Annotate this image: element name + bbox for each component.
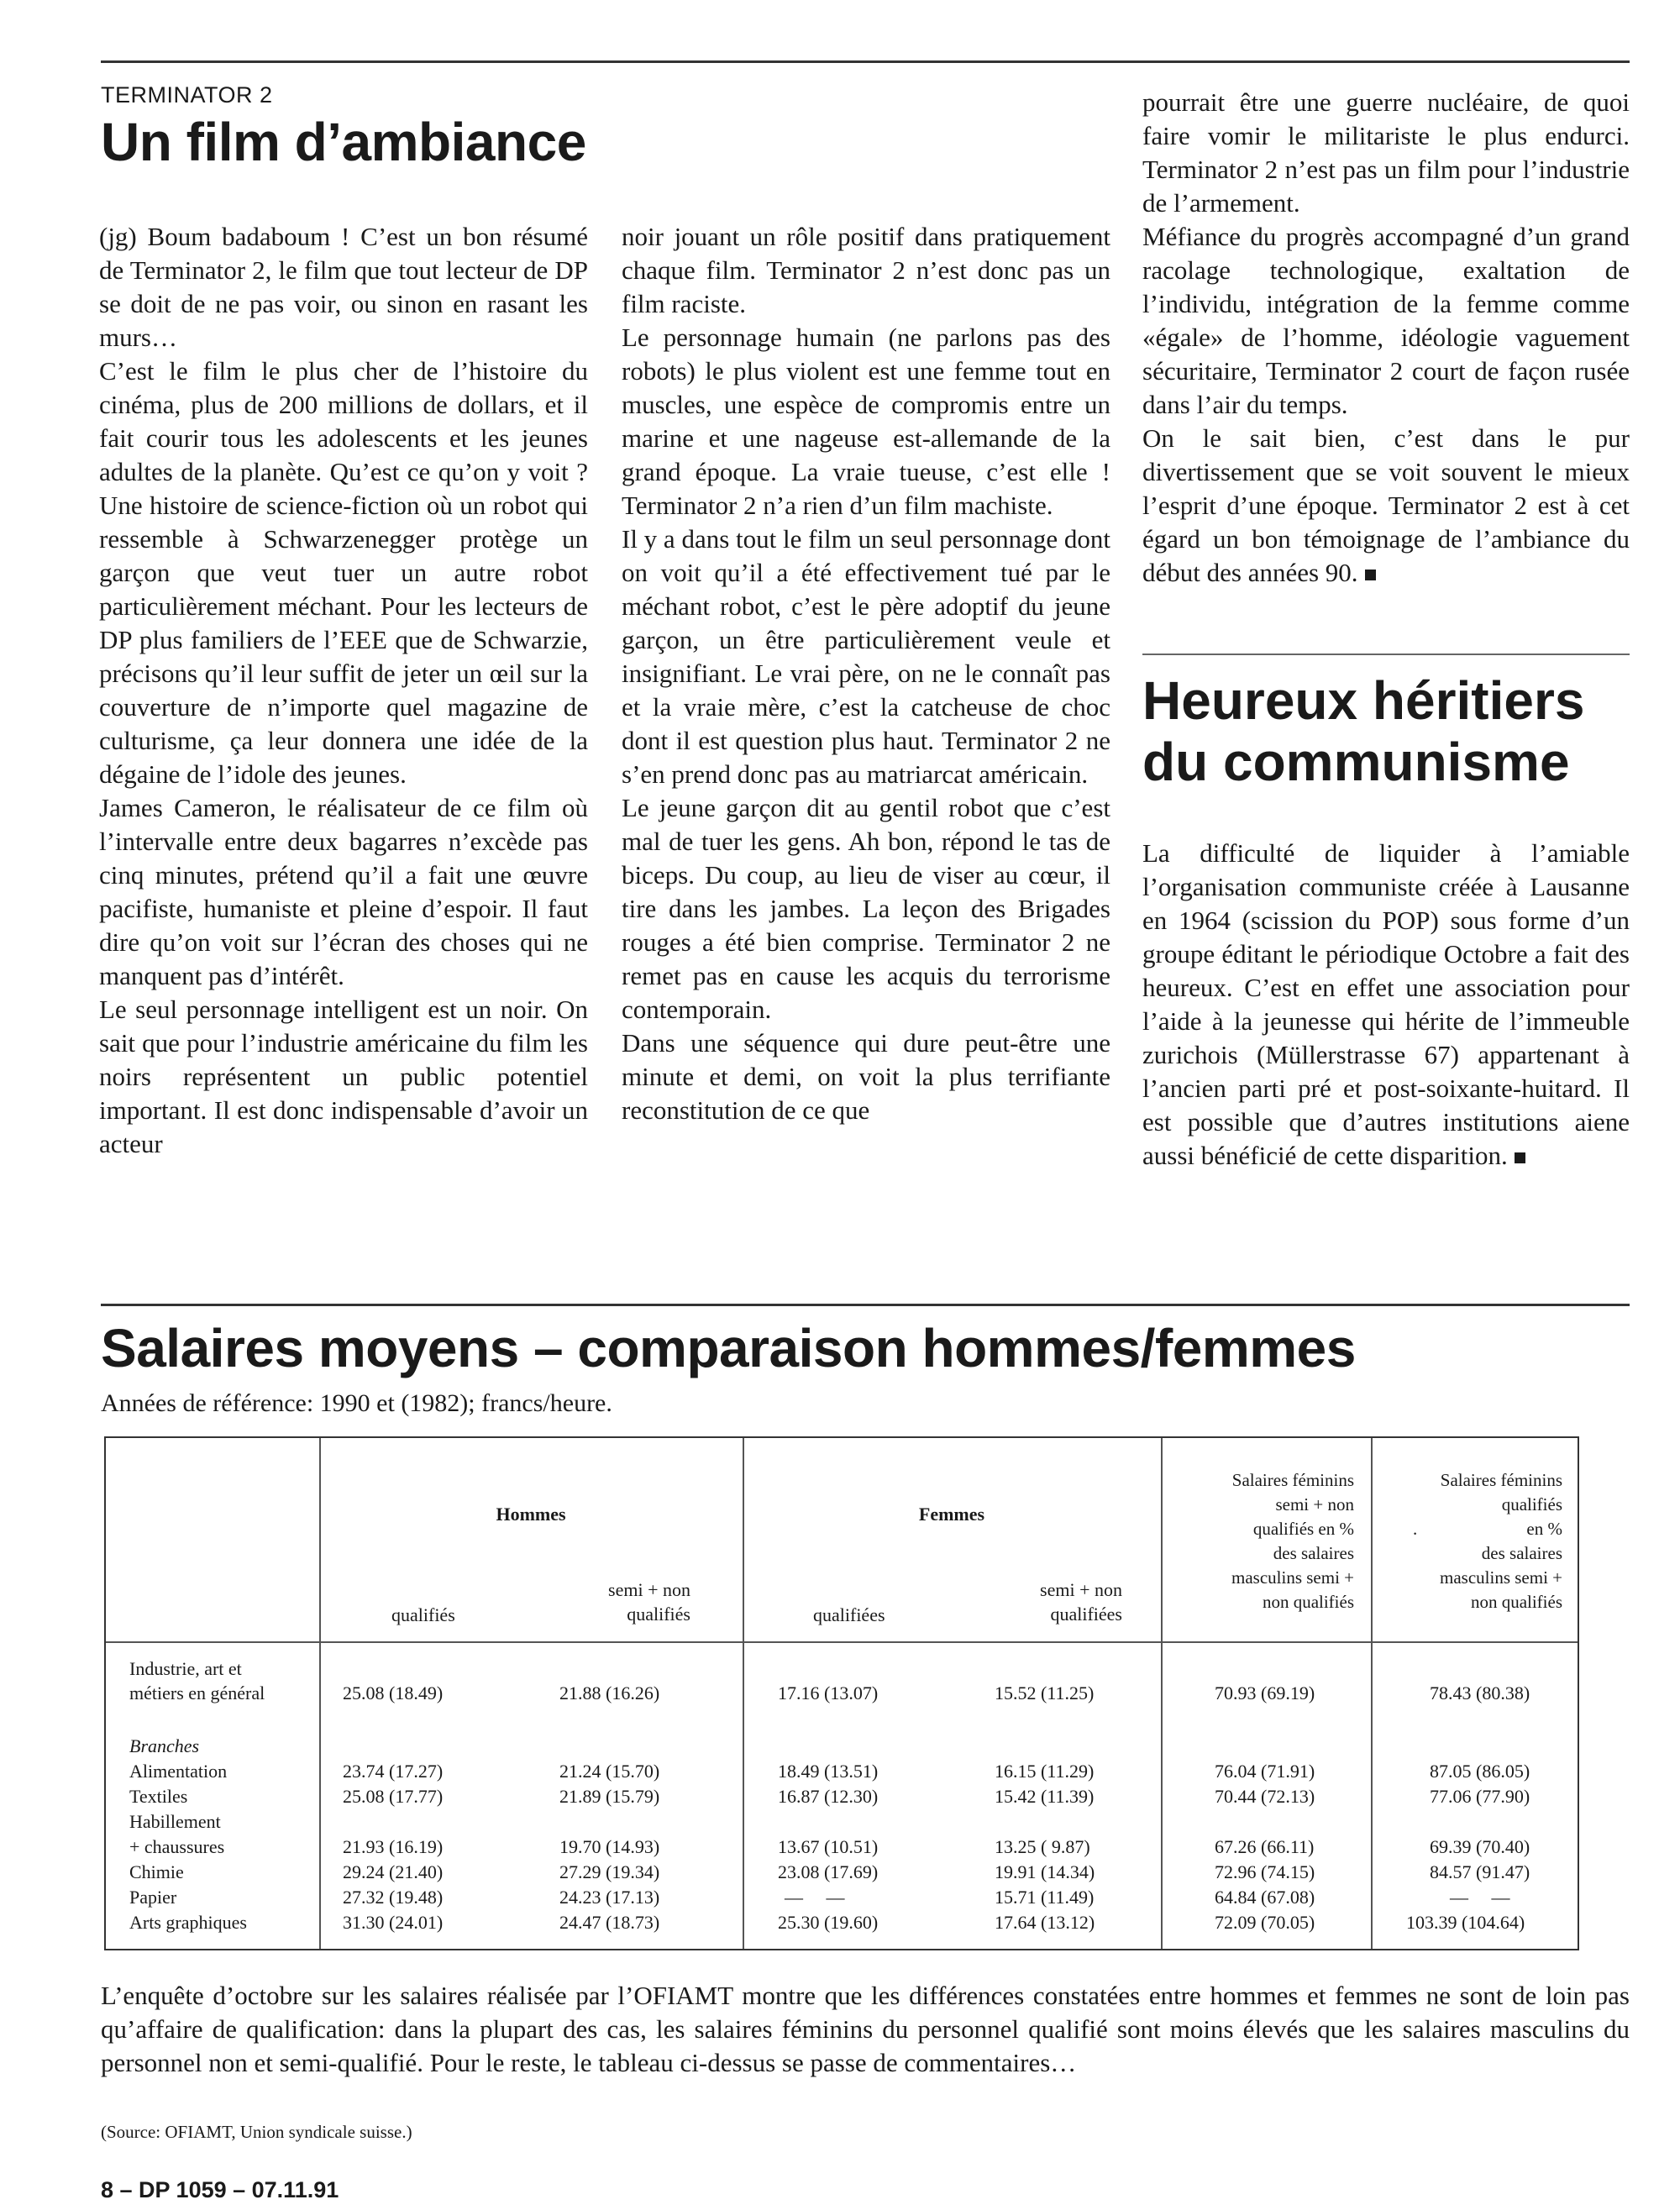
table-cell: — — — [1450, 1887, 1510, 1908]
paragraph: (jg) Boum badaboum ! C’est un bon résumé de Terminator 2, le film que tout lecteur de DP se doit de ne pas voir, ou sinon en rasant les murs… — [99, 222, 588, 352]
paragraph: pourrait être une guerre nucléaire, de quoi faire vomir le militariste le plus endurci. Terminator 2 n’est pas un film pour l’industrie de l’armement. — [1142, 87, 1630, 218]
paragraph: James Cameron, le réalisateur de ce film où l’intervalle entre deux bagarres n’excède pas cinq minutes, prétend qu’il a fait une œuvre pacifiste, humaniste et pleine d’espoir. Il faut dire qu’on voit sur l’écran des choses qui ne manquent pas d’intérêt. — [99, 793, 588, 990]
table-cell: 25.30 (19.60) — [778, 1912, 879, 1933]
paragraph: Le personnage humain (ne parlons pas des robots) le plus violent est une femme tout en muscles, une espèce de compromis entre un marine et une nageuse est-allemande de la grand époque. La vraie tueuse, c’est elle ! Terminator 2 n’a rien d’un film machiste. — [622, 323, 1110, 520]
row-label: Arts graphiques — [129, 1912, 247, 1933]
paragraph: Dans une séquence qui dure peut-être une minute et demi, on voit la plus terrifiante reconstitution de ce que — [622, 1028, 1110, 1125]
column-divider — [1161, 1438, 1163, 1949]
header-line: des salaires — [1481, 1543, 1562, 1563]
table-cell: 84.57 (91.47) — [1430, 1861, 1530, 1882]
row-label: Habillement — [129, 1811, 221, 1832]
article-title-2: Heureux héritiers du communisme — [1142, 670, 1585, 792]
row-label: Papier — [129, 1887, 177, 1908]
row-label: Alimentation — [129, 1761, 228, 1782]
header-line: qualifiées — [1050, 1604, 1122, 1625]
table-cell: 25.08 (18.49) — [343, 1682, 444, 1703]
header-hommes: Hommes — [496, 1504, 566, 1525]
paragraph-text: On le sait bien, c’est dans le pur divertissement que se voit souvent le mieux l’esprit d’une époque. Terminator 2 est à cet égard un bon témoignage de l’ambiance du début des années 90. — [1142, 423, 1630, 587]
table-cell: 87.05 (86.05) — [1430, 1761, 1530, 1782]
table-cell: 24.23 (17.13) — [559, 1887, 660, 1908]
paragraph: Méfiance du progrès accompagné d’un grand racolage technologique, exaltation de l’individu, intégration de la femme comme «égale» de l’homme, idéologie vaguement sécuritaire, Terminator 2 court de façon rusée dans l’air du temps. — [1142, 222, 1630, 419]
header-hommes-semi — [559, 1577, 690, 1626]
header-line: qualifiés — [627, 1604, 690, 1625]
table-cell: 23.74 (17.27) — [343, 1761, 444, 1782]
stray-dot: . — [1413, 1519, 1418, 1539]
paragraph: Le seul personnage intelligent est un noir. On sait que pour l’industrie américaine du film les noirs représentent un public potentiel important. Il est donc indispensable d’avoir un acteur — [99, 995, 588, 1158]
row-label: Textiles — [129, 1786, 188, 1807]
header-line: semi + non — [608, 1579, 690, 1600]
table-subtitle: Années de référence: 1990 et (1982); francs/heure. — [101, 1389, 612, 1417]
header-line: qualifiés — [1501, 1494, 1562, 1514]
table-cell: 15.42 (11.39) — [995, 1786, 1095, 1807]
header-femmes: Femmes — [918, 1504, 985, 1525]
paragraph-text: La difficulté de liquider à l’amiable l’organisation communiste créée à Lausanne en 1964 (scission du POP) sous forme d’un groupe éditant le périodique Octobre a fait des heureux. C’est en effet une association pour l’aide à la jeunesse qui hérite de l’immeuble zurichois (Müllerstrasse 67) appartenant à l’ancien parti pré et post-soixante-huitard. Il est possible que d’autres institutions aiene aussi bénéficié de cette disparition. — [1142, 838, 1630, 1170]
section-rule — [1142, 654, 1630, 655]
header-femmes-semi — [979, 1577, 1122, 1626]
table-cell: 64.84 (67.08) — [1215, 1887, 1315, 1908]
table-cell: 13.67 (10.51) — [778, 1836, 879, 1857]
header-line: Salaires féminins — [1440, 1470, 1562, 1490]
source-note: (Source: OFIAMT, Union syndicale suisse.) — [101, 2122, 412, 2142]
header-pct-qualifies — [1379, 1468, 1562, 1614]
row-label-line: Industrie, art et — [129, 1658, 242, 1679]
header-line: non qualifiés — [1470, 1592, 1562, 1612]
paragraph: Le jeune garçon dit au gentil robot que c’est mal de tuer les gens. Ah bon, répond le tas de biceps. Du coup, au lieu de viser au cœur, il tire dans les jambes. La leçon des Brigades rouges a été bien comprise. Terminator 2 ne remet pas en cause les acquis du terrorisme contemporain. — [622, 793, 1110, 1024]
header-line — [1379, 1517, 1562, 1541]
table-cell: 21.88 (16.26) — [559, 1682, 660, 1703]
table-cell: 15.52 (11.25) — [995, 1682, 1095, 1703]
row-label: Chimie — [129, 1861, 184, 1882]
table-cell: 69.39 (70.40) — [1430, 1836, 1530, 1857]
header-line: des salaires — [1273, 1543, 1354, 1563]
section-rule-wide — [101, 1304, 1630, 1306]
article-2-body — [1142, 837, 1630, 1173]
table-cell: 16.87 (12.30) — [778, 1786, 879, 1807]
table-cell: 67.26 (66.11) — [1215, 1836, 1315, 1857]
table-cell: 76.04 (71.91) — [1215, 1761, 1315, 1782]
table-cell: 17.64 (13.12) — [995, 1912, 1095, 1933]
header-line: Salaires féminins — [1231, 1470, 1354, 1490]
table-cell: 24.47 (18.73) — [559, 1912, 660, 1933]
header-line: non qualifiés — [1262, 1592, 1354, 1612]
header-line: masculins semi + — [1231, 1567, 1354, 1588]
header-pct-semi — [1169, 1468, 1354, 1614]
table-cell: 18.49 (13.51) — [778, 1761, 879, 1782]
table-cell: 77.06 (77.90) — [1430, 1786, 1530, 1807]
table-commentary: L’enquête d’octobre sur les salaires réalisée par l’OFIAMT montre que les différences constatées entre hommes et femmes ne sont de loin pas qu’affaire de qualification: dans la plupart des cas, les salaires féminins du personnel qualifié sont moins élevés que les salaires masculins du personnel non et semi-qualifié. Pour le reste, le tableau ci-dessus se passe de commentaires… — [101, 1981, 1630, 2077]
table-cell: 78.43 (80.38) — [1430, 1682, 1530, 1703]
article-title: Un film d’ambiance — [101, 112, 586, 172]
header-line-text: en % — [1526, 1519, 1562, 1539]
table-cell: 72.09 (70.05) — [1215, 1912, 1315, 1933]
table-cell: 21.89 (15.79) — [559, 1786, 660, 1807]
table-cell: 27.29 (19.34) — [559, 1861, 660, 1882]
table-cell: 19.91 (14.34) — [995, 1861, 1095, 1882]
end-mark-icon — [1365, 570, 1376, 580]
table-cell: 21.93 (16.19) — [343, 1836, 444, 1857]
table-cell: 103.39 (104.64) — [1406, 1912, 1525, 1933]
row-label-general — [129, 1656, 265, 1705]
table-cell: 70.44 (72.13) — [1215, 1786, 1315, 1807]
column-divider — [1371, 1438, 1373, 1949]
page-footer: 8 – DP 1059 – 07.11.91 — [101, 2177, 339, 2202]
paragraph: noir jouant un rôle positif dans pratiquement chaque film. Terminator 2 n’est donc pas un film raciste. — [622, 222, 1110, 318]
table-section-title: Salaires moyens – comparaison hommes/femmes — [101, 1318, 1356, 1378]
table-cell: 72.96 (74.15) — [1215, 1861, 1315, 1882]
header-femmes-qualifiees: qualifiées — [813, 1604, 885, 1625]
article-column-3 — [1142, 86, 1630, 590]
paragraph — [1142, 422, 1630, 590]
top-rule — [101, 60, 1630, 63]
header-divider — [106, 1641, 1578, 1643]
table-cell: — — — [785, 1887, 845, 1908]
header-line: semi + non — [1040, 1579, 1122, 1600]
article-kicker: TERMINATOR 2 — [101, 82, 273, 108]
paragraph: C’est le film le plus cher de l’histoire du cinéma, plus de 200 millions de dollars, et il fait courir tous les adolescents et les jeunes adultes de la planète. Qu’est ce qu’on y voit ? Une histoire de science-fiction où un robot qui ressemble à Schwarzenegger protège un garçon que veut tuer un autre robot particulièrement méchant. Pour les lecteurs de DP plus familiers de l’EEE que de Schwarzie, précisons qu’il leur suffit de jeter un œil sur la couverture de n’importe quel magazine de culturisme, ça leur donnera une idée de la dégaine de l’idole des jeunes. — [99, 356, 588, 789]
row-label-line: métiers en général — [129, 1682, 265, 1703]
paragraph: Il y a dans tout le film un seul personnage dont on voit qu’il a été effectivement tué par le méchant robot, c’est le père adoptif du jeune garçon, un être particulièrement veule et insignifiant. Le vrai père, on ne le connaît pas et la vraie mère, c’est la catcheuse de choc dont il est question plus haut. Terminator 2 ne s’en prend donc pas au matriarcat américain. — [622, 524, 1110, 789]
paragraph — [1142, 837, 1630, 1173]
table-cell: 70.93 (69.19) — [1215, 1682, 1315, 1703]
article-column-1 — [99, 220, 588, 1161]
salary-table — [104, 1436, 1579, 1950]
table-cell: 27.32 (19.48) — [343, 1887, 444, 1908]
table-cell: 31.30 (24.01) — [343, 1912, 444, 1933]
row-label: + chaussures — [129, 1836, 225, 1857]
header-line: qualifiés en % — [1252, 1519, 1354, 1539]
header-line: masculins semi + — [1440, 1567, 1562, 1588]
table-cell: 13.25 ( 9.87) — [995, 1836, 1090, 1857]
table-cell: 15.71 (11.49) — [995, 1887, 1095, 1908]
table-cell: 29.24 (21.40) — [343, 1861, 444, 1882]
table-cell: 23.08 (17.69) — [778, 1861, 879, 1882]
article-column-2 — [622, 220, 1110, 1127]
header-hommes-qualifies: qualifiés — [391, 1604, 455, 1625]
table-cell: 21.24 (15.70) — [559, 1761, 660, 1782]
branches-label: Branches — [129, 1735, 200, 1756]
end-mark-icon — [1515, 1152, 1525, 1163]
table-cell: 16.15 (11.29) — [995, 1761, 1095, 1782]
table-cell: 17.16 (13.07) — [778, 1682, 879, 1703]
table-cell: 25.08 (17.77) — [343, 1786, 444, 1807]
table-cell: 19.70 (14.93) — [559, 1836, 660, 1857]
header-line: semi + non — [1275, 1494, 1354, 1514]
